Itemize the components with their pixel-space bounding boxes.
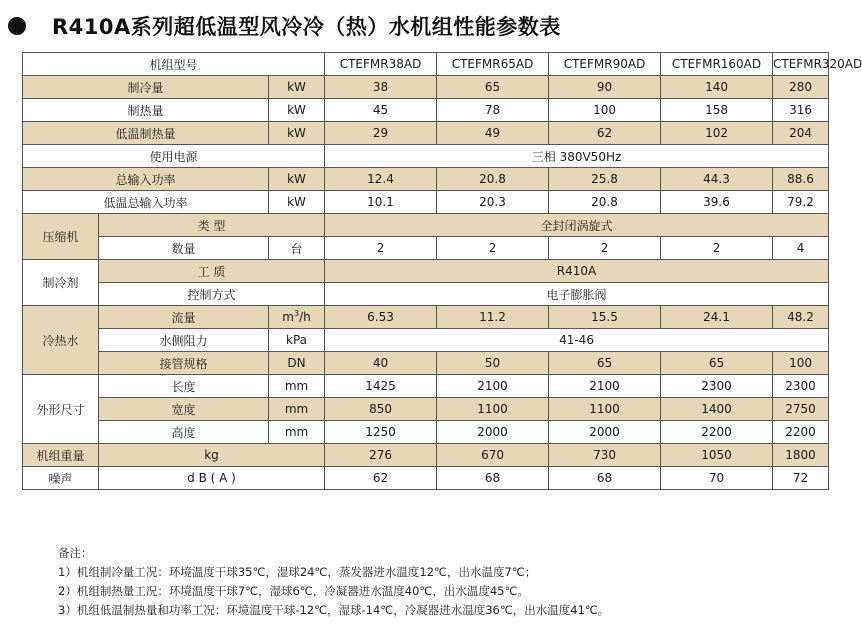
value-cell: 12.4: [325, 168, 437, 191]
value-cell: 20.8: [437, 168, 549, 191]
value-cell: 2: [325, 237, 437, 260]
value-cell: 20.8: [549, 191, 661, 214]
value-cell: 41-46: [325, 329, 829, 352]
value-cell: 316: [773, 99, 829, 122]
value-cell: 2200: [661, 421, 773, 444]
value-cell: 280: [773, 76, 829, 99]
value-cell: 三相 380V50Hz: [325, 145, 829, 168]
unit-cell: kW: [269, 168, 325, 191]
value-cell: 65: [549, 352, 661, 375]
unit-cell: mm: [269, 398, 325, 421]
row-label: 接管规格: [99, 352, 269, 375]
unit-cell: kg: [99, 444, 325, 467]
value-cell: 670: [437, 444, 549, 467]
value-cell: 1250: [325, 421, 437, 444]
value-cell: 2100: [437, 375, 549, 398]
table-row: [23, 168, 829, 191]
value-cell: 2300: [773, 375, 829, 398]
row-label: 高度: [99, 421, 269, 444]
row-label: 噪声: [23, 467, 99, 490]
value-cell: 79.2: [773, 191, 829, 214]
value-cell: 电子膨胀阀: [325, 283, 829, 306]
value-cell: 15.5: [549, 306, 661, 329]
group-label: 外形尺寸: [23, 375, 99, 444]
value-cell: 62: [549, 122, 661, 145]
row-label: 流量: [99, 306, 269, 329]
unit-cell: kW: [269, 99, 325, 122]
value-cell: 2300: [661, 375, 773, 398]
table-row: [23, 237, 829, 260]
value-cell: 2: [661, 237, 773, 260]
note-line: 2）机组制热量工况：环境温度干球7℃，湿球6℃，冷凝器进水温度40℃，出水温度45℃。: [58, 584, 529, 598]
value-cell: R410A: [325, 260, 829, 283]
value-cell: 276: [325, 444, 437, 467]
unit-cell: 台: [269, 237, 325, 260]
value-cell: 29: [325, 122, 437, 145]
row-label: 工 质: [99, 260, 325, 283]
table-row: [23, 398, 829, 421]
group-label: 制冷剂: [23, 260, 99, 306]
value-cell: 24.1: [661, 306, 773, 329]
unit-cell: kW: [269, 191, 325, 214]
title-row: [4, 8, 561, 44]
page-title: R410A系列超低温型风冷冷（热）水机组性能参数表: [52, 15, 561, 39]
value-cell: 38: [325, 76, 437, 99]
row-label: 制热量: [23, 99, 269, 122]
value-cell: 25.8: [549, 168, 661, 191]
table-row: [23, 145, 829, 168]
unit-cell: kPa: [269, 329, 325, 352]
table-row: [23, 421, 829, 444]
table-row: [23, 260, 829, 283]
value-cell: 1800: [773, 444, 829, 467]
group-label: 压缩机: [23, 214, 99, 260]
value-cell: 1100: [549, 398, 661, 421]
value-cell: 2: [437, 237, 549, 260]
value-cell: 88.6: [773, 168, 829, 191]
value-cell: 62: [325, 467, 437, 490]
value-cell: 65: [661, 352, 773, 375]
table-row: [23, 352, 829, 375]
unit-cell: [269, 306, 325, 329]
value-cell: 40: [325, 352, 437, 375]
value-cell: 50: [437, 352, 549, 375]
value-cell: 45: [325, 99, 437, 122]
value-cell: 2000: [549, 421, 661, 444]
bullet-icon: [8, 17, 26, 35]
value-cell: 全封闭涡旋式: [325, 214, 829, 237]
unit-cell: d B ( A ): [99, 467, 325, 490]
unit-cell: DN: [269, 352, 325, 375]
unit-cell: kW: [269, 122, 325, 145]
value-cell: 90: [549, 76, 661, 99]
value-cell: 49: [437, 122, 549, 145]
value-cell: 10.1: [325, 191, 437, 214]
unit-cell: mm: [269, 421, 325, 444]
value-cell: 850: [325, 398, 437, 421]
value-cell: 1400: [661, 398, 773, 421]
row-label: 低温总输入功率: [23, 191, 269, 214]
table-row: [23, 467, 829, 490]
table-row: [23, 329, 829, 352]
table-row: [23, 76, 829, 99]
row-label: 长度: [99, 375, 269, 398]
value-cell: 2750: [773, 398, 829, 421]
value-cell: 70: [661, 467, 773, 490]
value-cell: 44.3: [661, 168, 773, 191]
row-label: 低温制热量: [23, 122, 269, 145]
table-row: [23, 191, 829, 214]
unit-cell: mm: [269, 375, 325, 398]
notes: [58, 544, 609, 620]
row-label: 控制方式: [99, 283, 325, 306]
value-cell: 6.53: [325, 306, 437, 329]
table-row: [23, 444, 829, 467]
note-line: 1）机组制冷量工况：环境温度干球35℃，湿球24℃，蒸发器进水温度12℃，出水温度7℃；: [58, 565, 537, 579]
row-label: 数量: [99, 237, 269, 260]
table-row: [23, 122, 829, 145]
note-line: 3）机组低温制热量和功率工况：环境温度干球-12℃，湿球-14℃，冷凝器进水温度36℃，出水温度41℃。: [58, 603, 610, 617]
model-cell: CTEFMR160AD: [661, 53, 773, 76]
value-cell: 72: [773, 467, 829, 490]
row-label: 机组重量: [23, 444, 99, 467]
value-cell: 78: [437, 99, 549, 122]
value-cell: 1425: [325, 375, 437, 398]
value-cell: 39.6: [661, 191, 773, 214]
group-label: 冷热水: [23, 306, 99, 375]
table-row: [23, 306, 829, 329]
value-cell: 1100: [437, 398, 549, 421]
value-cell: 68: [437, 467, 549, 490]
model-cell: CTEFMR320AD: [773, 53, 829, 76]
model-cell: CTEFMR38AD: [325, 53, 437, 76]
unit-cell: kW: [269, 76, 325, 99]
value-cell: 20.3: [437, 191, 549, 214]
value-cell: 2100: [549, 375, 661, 398]
unit-text: m: [282, 310, 294, 324]
value-cell: 102: [661, 122, 773, 145]
table-row: [23, 375, 829, 398]
table-row: [23, 99, 829, 122]
model-cell: CTEFMR90AD: [549, 53, 661, 76]
value-cell: 2: [549, 237, 661, 260]
value-cell: 65: [437, 76, 549, 99]
value-cell: 730: [549, 444, 661, 467]
row-label: 水侧阻力: [99, 329, 269, 352]
value-cell: 4: [773, 237, 829, 260]
value-cell: 100: [549, 99, 661, 122]
table-header-row: [23, 53, 829, 76]
value-cell: 2200: [773, 421, 829, 444]
value-cell: 68: [549, 467, 661, 490]
unit-superscript: 3: [293, 309, 300, 318]
table-row: [23, 214, 829, 237]
row-label: 宽度: [99, 398, 269, 421]
value-cell: 2000: [437, 421, 549, 444]
value-cell: 48.2: [773, 306, 829, 329]
model-cell: CTEFMR65AD: [437, 53, 549, 76]
value-cell: 100: [773, 352, 829, 375]
row-label: 制冷量: [23, 76, 269, 99]
value-cell: 140: [661, 76, 773, 99]
value-cell: 11.2: [437, 306, 549, 329]
row-label: 类 型: [99, 214, 325, 237]
table-row: [23, 283, 829, 306]
spec-table: [22, 52, 862, 490]
notes-heading: 备注：: [58, 546, 93, 560]
value-cell: 1050: [661, 444, 773, 467]
row-label: 使用电源: [23, 145, 325, 168]
row-label: 总输入功率: [23, 168, 269, 191]
value-cell: 158: [661, 99, 773, 122]
value-cell: 204: [773, 122, 829, 145]
unit-text: /h: [299, 310, 311, 324]
header-label: 机组型号: [23, 53, 325, 76]
